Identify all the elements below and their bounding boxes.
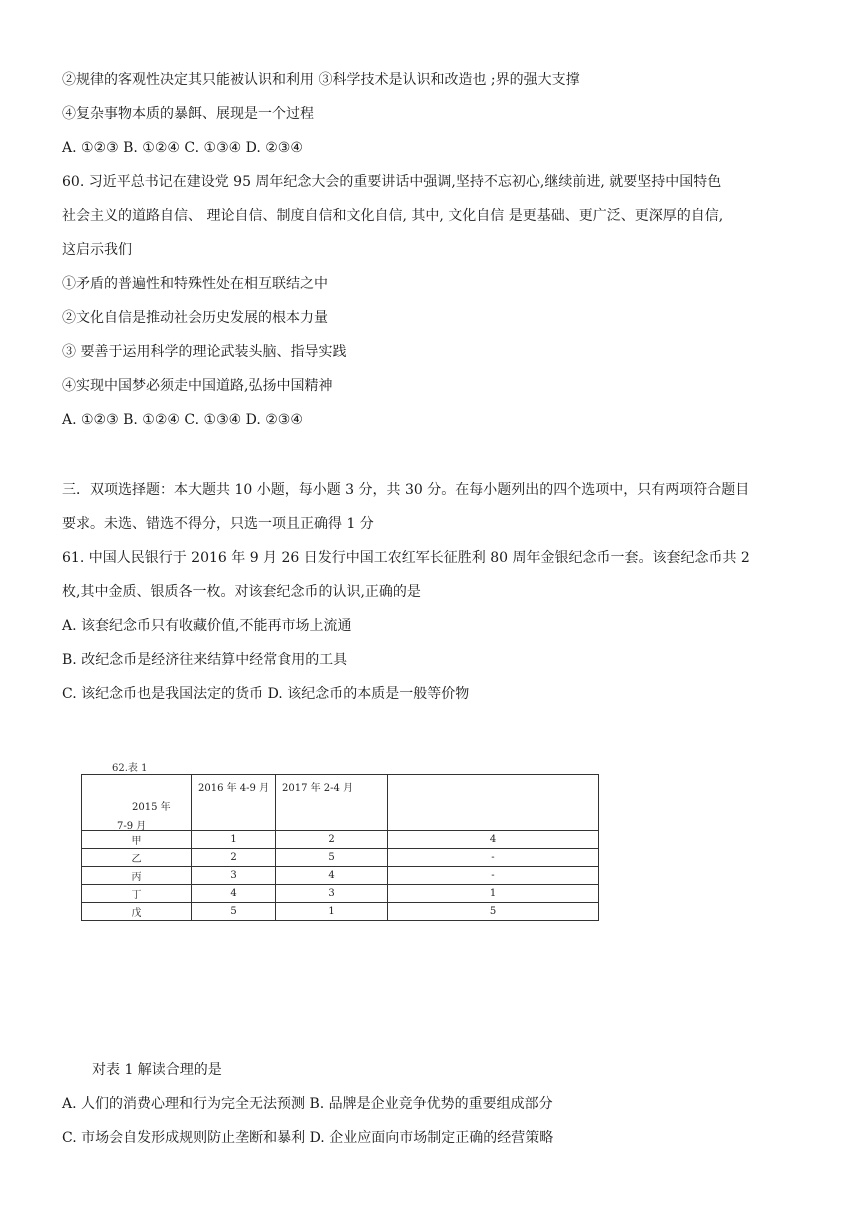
- q60-stem-1: 60. 习近平总书记在建设党 95 周年纪念大会的重要讲话中强调,坚持不忘初心,继续前进, 就要坚持中国特色: [62, 174, 722, 190]
- corner-month: 7-9 月: [117, 821, 147, 832]
- cell: 1: [192, 831, 276, 849]
- header-col-2-label: 2017 年 2-4 月: [282, 783, 354, 794]
- q61-option-cd: C. 该纪念币也是我国法定的货币 D. 该纪念币的本质是一般等价物: [62, 686, 470, 702]
- cell: -: [388, 849, 599, 867]
- cell: 1: [388, 885, 599, 903]
- section-heading-2: 要求。未选、错选不得分，只选一项且正确得 1 分: [62, 516, 374, 532]
- q60-item-1: ①矛盾的普遍性和特殊性处在相互联结之中: [62, 276, 328, 292]
- section-heading-1: 三．双项选择题：本大题共 10 小题，每小题 3 分，共 30 分。在每小题列出的四个选项中，只有两项符合题目: [62, 482, 750, 498]
- row-label: 丙: [82, 867, 192, 885]
- cell: 4: [192, 885, 276, 903]
- text-line-2: ④复杂事物本质的暴餌、展现是一个过程: [62, 106, 314, 122]
- q60-item-4: ④实现中国梦必须走中国道路,弘扬中国精神: [62, 378, 333, 394]
- q60-item-3: ③ 要善于运用科学的理论武装头脑、指导实践: [62, 344, 347, 360]
- table-row: [82, 831, 599, 849]
- row-label: 甲: [82, 831, 192, 849]
- table-caption: 62.表 1: [112, 763, 148, 774]
- cell: 4: [276, 867, 388, 885]
- cell: 2: [192, 849, 276, 867]
- q59-options: A. ①②③ B. ①②④ C. ①③④ D. ②③④: [62, 140, 303, 156]
- q62-option-ab: A. 人们的消费心理和行为完全无法预测 B. 品牌是企业竞争优势的重要组成部分: [62, 1096, 553, 1112]
- q61-option-a: A. 该套纪念币只有收藏价值,不能再市场上流通: [62, 618, 352, 634]
- q61-stem-1: 61. 中国人民银行于 2016 年 9 月 26 日发行中国工农红军长征胜利 80 周年金银纪念币一套。该套纪念币共 2: [62, 550, 750, 566]
- data-table: [81, 774, 599, 921]
- header-col-1: [192, 775, 276, 831]
- cell: 5: [276, 849, 388, 867]
- row-label: 乙: [82, 849, 192, 867]
- cell: 3: [276, 885, 388, 903]
- table-row: [82, 903, 599, 921]
- table-row: [82, 849, 599, 867]
- q60-options: A. ①②③ B. ①②④ C. ①③④ D. ②③④: [62, 412, 303, 428]
- q60-stem-3: 这启示我们: [62, 242, 132, 258]
- text-line-1: ②规律的客观性决定其只能被认识和利用 ③科学技术是认识和改造也 ;界的强大支撑: [62, 72, 580, 88]
- cell: 2: [276, 831, 388, 849]
- q60-item-2: ②文化自信是推动社会历史发展的根本力量: [62, 310, 328, 326]
- table-header-row: [82, 775, 599, 831]
- cell: 5: [388, 903, 599, 921]
- row-label: 丁: [82, 885, 192, 903]
- table-row: [82, 867, 599, 885]
- corner-year: 2015 年: [132, 802, 171, 813]
- header-col-2: [276, 775, 388, 831]
- cell: 1: [276, 903, 388, 921]
- row-label: 戊: [82, 903, 192, 921]
- table-corner-cell: [82, 775, 192, 831]
- header-col-3: [388, 775, 599, 831]
- cell: 3: [192, 867, 276, 885]
- cell: 5: [192, 903, 276, 921]
- q60-stem-2: 社会主义的道路自信、 理论自信、制度自信和文化自信, 其中, 文化自信 是更基础、更广泛、更深厚的自信,: [62, 208, 724, 224]
- cell: 4: [388, 831, 599, 849]
- table-row: [82, 885, 599, 903]
- q62-stem: 对表 1 解读合理的是: [92, 1062, 222, 1078]
- q61-option-b: B. 改纪念币是经济往来结算中经常食用的工具: [62, 652, 348, 668]
- header-col-1-label: 2016 年 4-9 月: [198, 783, 270, 794]
- q61-stem-2: 枚,其中金质、银质各一枚。对该套纪念币的认识,正确的是: [62, 584, 421, 600]
- q62-option-cd: C. 市场会自发形成规则防止垄断和暴利 D. 企业应面向市场制定正确的经营策略: [62, 1130, 554, 1146]
- cell: -: [388, 867, 599, 885]
